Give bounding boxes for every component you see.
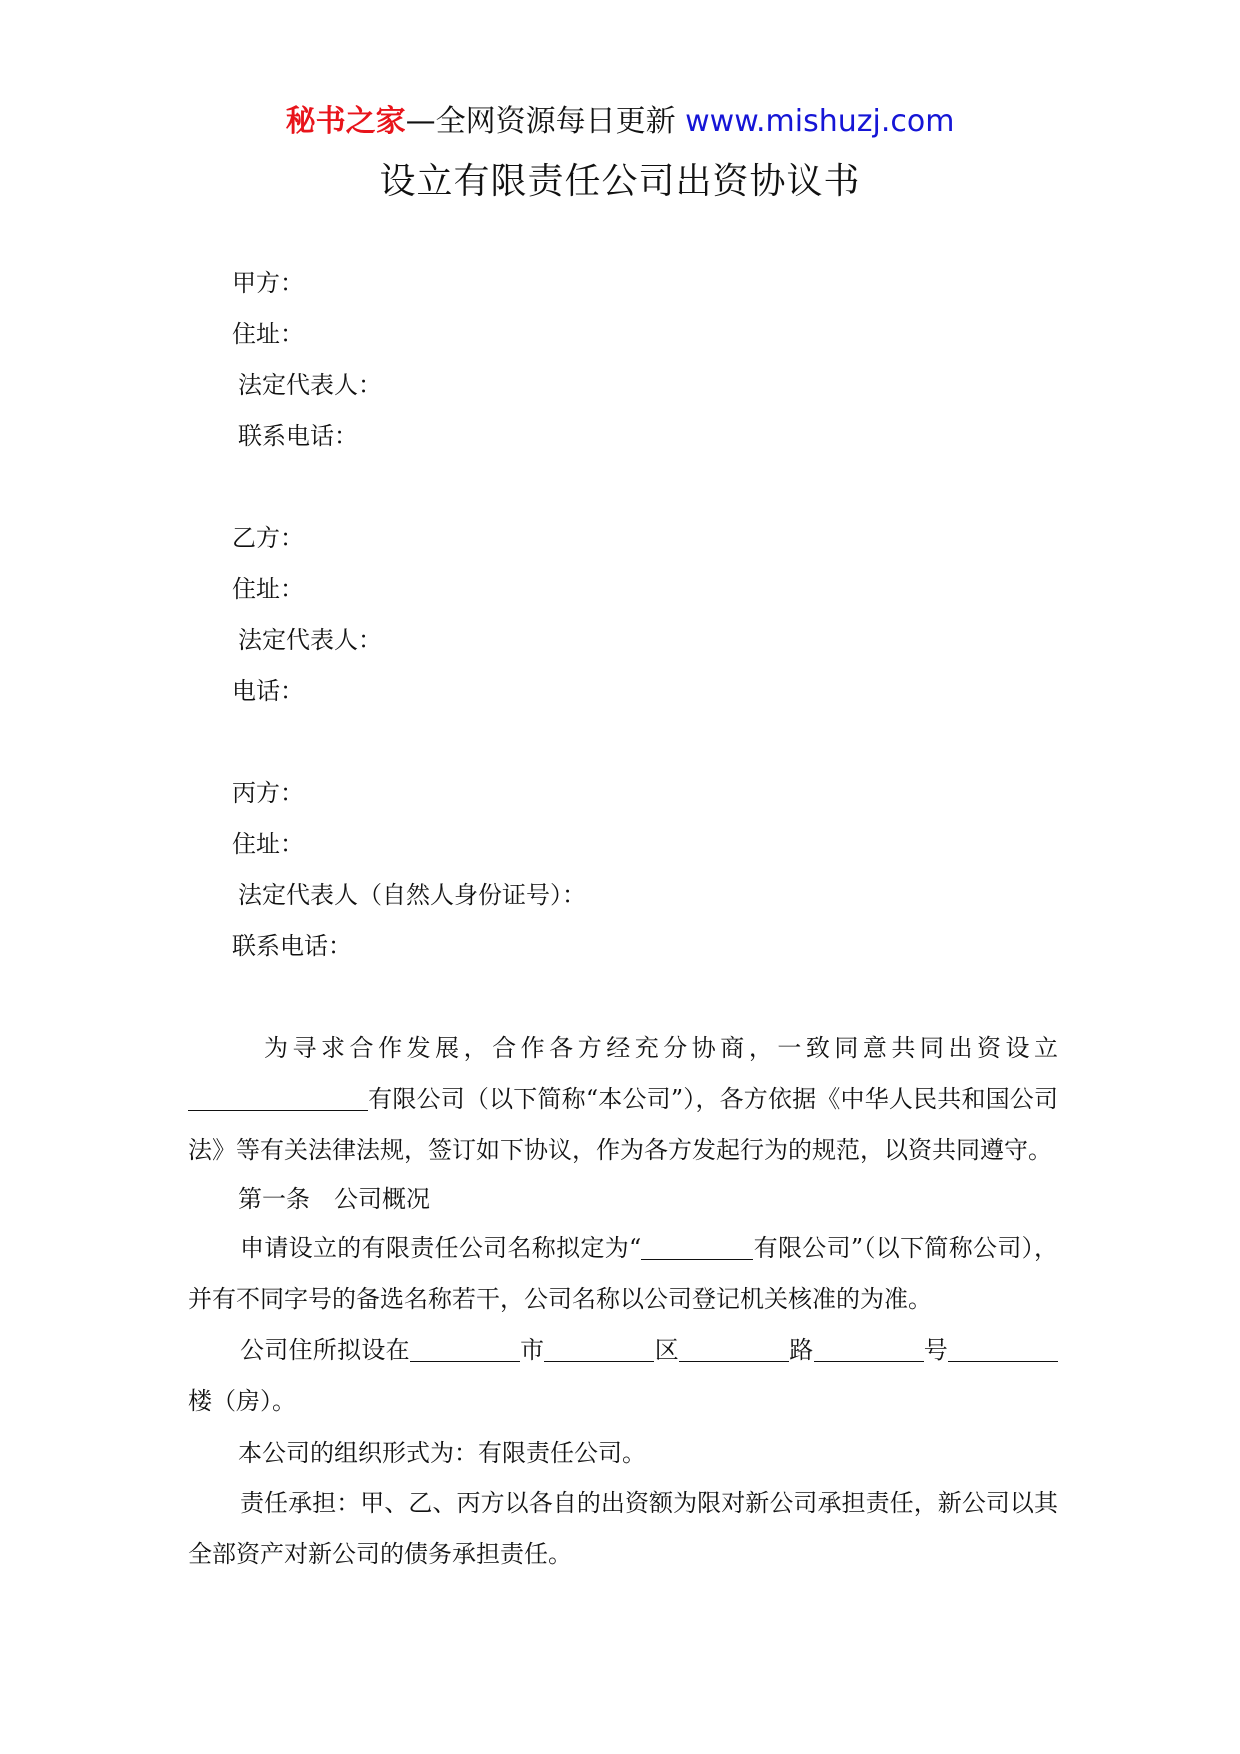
- name-clause-end: 有限公司”（以下简称公司），并有不同字号的备选名称若干，公司名称以公司登记机关核准的为准。: [188, 1234, 1058, 1313]
- number-blank: [814, 1337, 924, 1362]
- name-clause-start: 申请设立的有限责任公司名称拟定为“: [240, 1234, 642, 1262]
- intro-text-start: 为寻求合作发展，合作各方经充分协商，一致同意共同出资设立: [264, 1034, 1058, 1062]
- party-b-address: 住址：: [232, 575, 304, 603]
- number-label: 号: [923, 1336, 949, 1364]
- party-c-phone: 联系电话：: [232, 932, 352, 960]
- road-blank: [679, 1337, 789, 1362]
- company-name-blank: [188, 1086, 368, 1111]
- road-label: 路: [788, 1336, 814, 1364]
- liability-clause: 责任承担：甲、乙、丙方以各自的出资额为限对新公司承担责任，新公司以其全部资产对新公司的债务承担责任。: [188, 1489, 1058, 1568]
- address-lead: 公司住所拟设在: [240, 1336, 410, 1364]
- party-b-phone: 电话：: [232, 677, 304, 705]
- intro-text-end: 有限公司（以下简称“本公司”），各方依据《中华人民共和国公司法》等有关法律法规，签订如下协议，作为各方发起行为的规范，以资共同遵守。: [188, 1085, 1058, 1164]
- floor-label: 楼（房）。: [188, 1387, 296, 1415]
- name-clause: [188, 1223, 1058, 1325]
- party-a-label: 甲方：: [232, 269, 304, 297]
- company-name-blank-2: [641, 1235, 753, 1260]
- address-clause: [188, 1325, 1058, 1427]
- banner-slogan: —全网资源每日更新: [405, 104, 676, 139]
- document-title: 设立有限责任公司出资协议书: [379, 161, 861, 202]
- article-1-heading: 第一条 公司概况: [238, 1185, 430, 1213]
- party-c-label: 丙方：: [232, 779, 304, 807]
- party-b-label: 乙方：: [232, 524, 304, 552]
- party-b-legal-rep: 法定代表人：: [238, 626, 382, 654]
- site-banner: [0, 102, 1240, 142]
- brand-name: 秘书之家: [285, 104, 406, 139]
- city-blank: [410, 1337, 520, 1362]
- org-form-clause: 本公司的组织形式为：有限责任公司。: [238, 1439, 646, 1467]
- city-label: 市: [519, 1336, 545, 1364]
- site-url-link[interactable]: www.mishuzj.com: [685, 104, 955, 139]
- district-label: 区: [654, 1336, 679, 1364]
- party-c-legal-rep: 法定代表人（自然人身份证号）：: [238, 881, 586, 909]
- party-a-phone: 联系电话：: [238, 422, 358, 450]
- district-blank: [544, 1337, 654, 1362]
- party-c-address: 住址：: [232, 830, 304, 858]
- floor-blank: [948, 1337, 1058, 1362]
- party-a-legal-rep: 法定代表人：: [238, 371, 382, 399]
- party-a-address: 住址：: [232, 320, 304, 348]
- intro-paragraph: [188, 1023, 1058, 1176]
